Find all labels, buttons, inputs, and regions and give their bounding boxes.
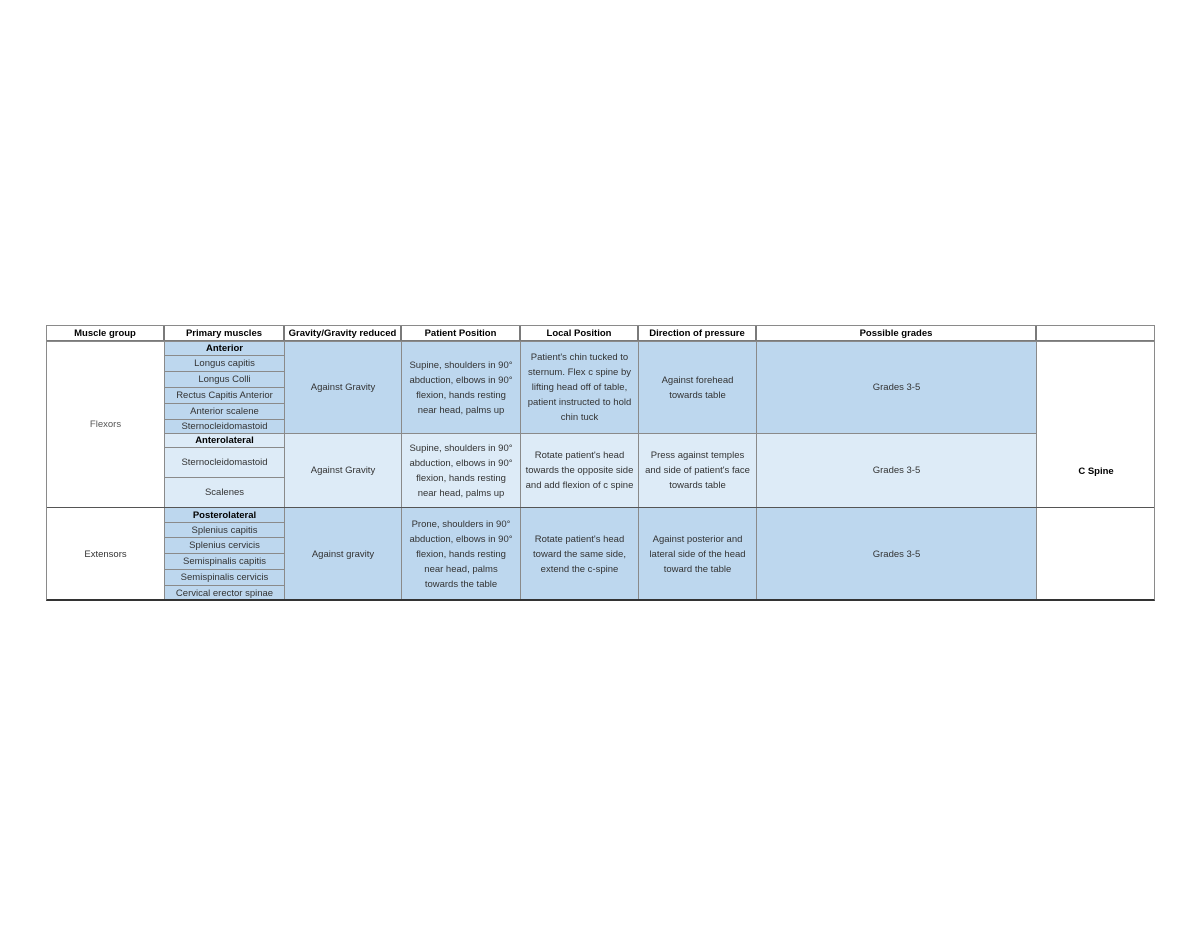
anterior-patient-position: Supine, shoulders in 90° abduction, elbows in 90° flexion, hands resting near head, palms up <box>401 341 520 433</box>
section-title-posterolateral: Posterolateral <box>164 507 284 522</box>
anterolateral-gravity: Against Gravity <box>284 433 401 507</box>
muscle-item: Semispinalis cervicis <box>164 569 284 585</box>
section-title-anterior: Anterior <box>164 341 284 355</box>
muscle-item: Cervical erector spinae <box>164 585 284 601</box>
group-extensors: Extensors <box>46 507 164 601</box>
anterolateral-grades: Grades 3-5 <box>756 433 1036 507</box>
muscle-item: Sternocleidomastoid <box>164 447 284 477</box>
posterolateral-patient-position: Prone, shoulders in 90° abduction, elbows in 90° flexion, hands resting near head, palms towards the table <box>401 507 520 601</box>
anterolateral-local-position: Rotate patient's head towards the opposite side and add flexion of c spine <box>520 433 638 507</box>
anterior-grades: Grades 3-5 <box>756 341 1036 433</box>
section-divider <box>46 507 1155 508</box>
header-local-position: Local Position <box>520 325 638 341</box>
muscle-item: Longus capitis <box>164 355 284 371</box>
muscle-item: Splenius capitis <box>164 522 284 537</box>
header-patient-position: Patient Position <box>401 325 520 341</box>
header-region <box>1036 325 1155 341</box>
header-direction-of-pressure: Direction of pressure <box>638 325 756 341</box>
posterolateral-grades: Grades 3-5 <box>756 507 1036 601</box>
section-title-anterolateral: Anterolateral <box>164 433 284 447</box>
muscle-item: Longus Colli <box>164 371 284 387</box>
muscle-item: Semispinalis capitis <box>164 553 284 569</box>
muscle-item: Rectus Capitis Anterior <box>164 387 284 403</box>
header-gravity: Gravity/Gravity reduced <box>284 325 401 341</box>
header-muscle-group: Muscle group <box>46 325 164 341</box>
muscle-item: Anterior scalene <box>164 403 284 419</box>
posterolateral-local-position: Rotate patient's head toward the same side, extend the c-spine <box>520 507 638 601</box>
posterolateral-gravity: Against gravity <box>284 507 401 601</box>
muscle-item: Sternocleidomastoid <box>164 419 284 433</box>
header-possible-grades: Possible grades <box>756 325 1036 341</box>
anterolateral-pressure: Press against temples and side of patient's face towards table <box>638 433 756 507</box>
anterior-local-position: Patient's chin tucked to sternum. Flex c spine by lifting head off of table, patient instructed to hold chin tuck <box>520 341 638 433</box>
anterior-gravity: Against Gravity <box>284 341 401 433</box>
header-primary-muscles: Primary muscles <box>164 325 284 341</box>
muscle-testing-table <box>46 325 1155 601</box>
muscle-item: Scalenes <box>164 477 284 507</box>
muscle-item: Splenius cervicis <box>164 537 284 553</box>
posterolateral-pressure: Against posterior and lateral side of the head toward the table <box>638 507 756 601</box>
region-label: C Spine <box>1036 341 1155 601</box>
anterior-pressure: Against forehead towards table <box>638 341 756 433</box>
group-flexors: Flexors <box>46 341 164 507</box>
anterolateral-patient-position: Supine, shoulders in 90° abduction, elbows in 90° flexion, hands resting near head, palms up <box>401 433 520 507</box>
